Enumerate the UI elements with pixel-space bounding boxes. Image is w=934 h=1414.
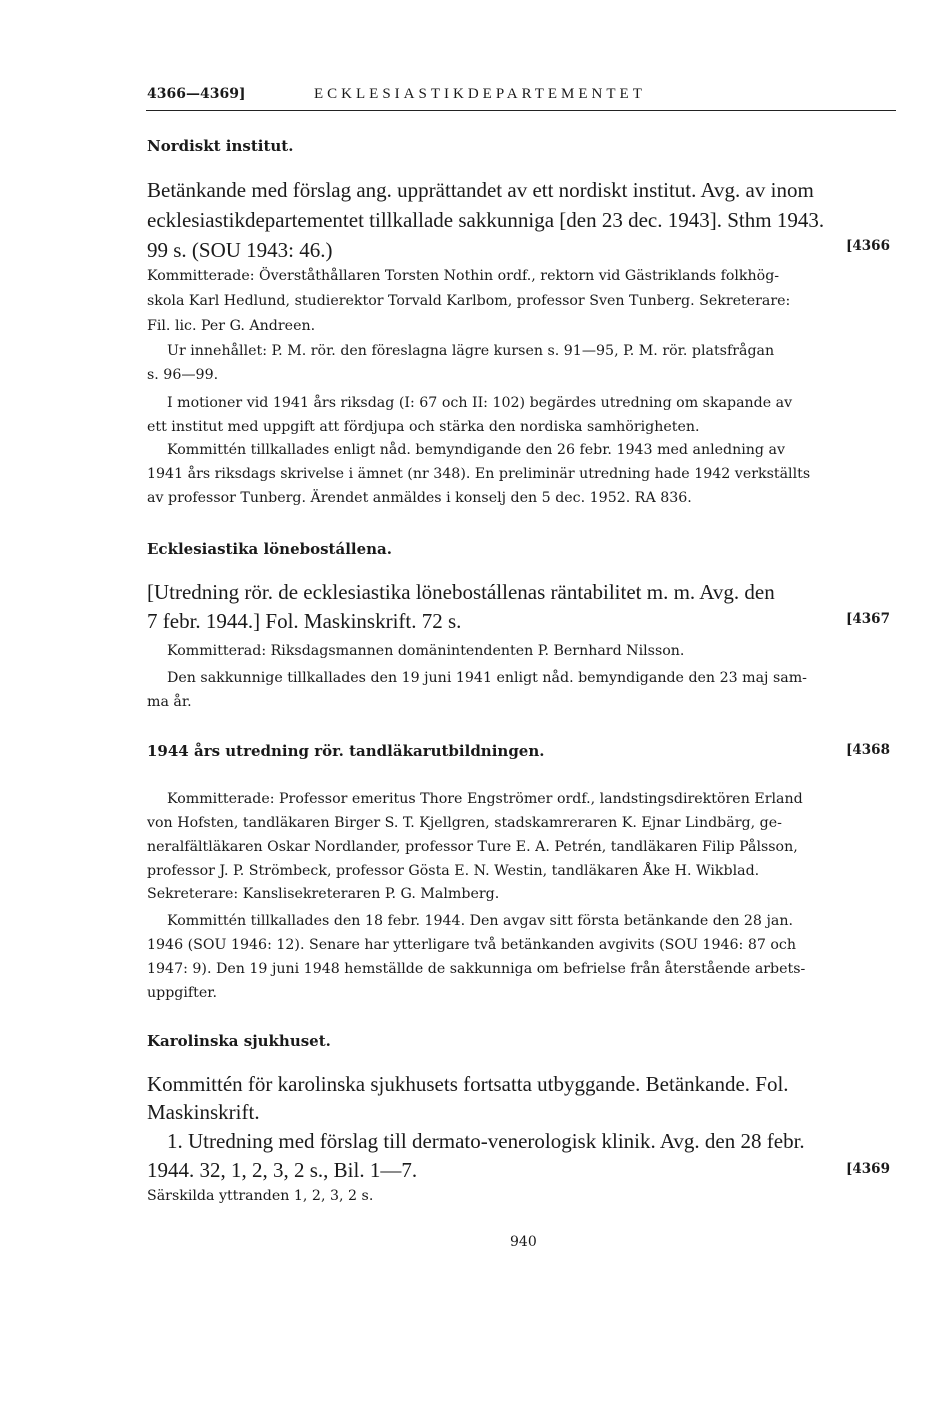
entry-line: ecklesiastikdepartementet tillkallade sakkunniga [den 23 dec. 1943]. Sthm 1943. <box>147 208 825 232</box>
page-number: 940 <box>510 1234 537 1250</box>
entry-line: Maskinskrift. <box>147 1100 260 1124</box>
section-title: 1944 års utredning rör. tandläkarutbildningen. <box>147 742 545 760</box>
paragraph-line: 1946 (SOU 1946: 12). Senare har ytterligare två betänkanden avgivits (SOU 1946: 87 och <box>147 937 797 953</box>
department-heading: ECKLESIASTIKDEPARTEMENTET <box>314 86 646 102</box>
entry-line: Kommittén för karolinska sjukhusets fortsatta utbyggande. Betänkande. Fol. <box>147 1072 789 1096</box>
paragraph-line: Särskilda yttranden 1, 2, 3, 2 s. <box>147 1188 374 1204</box>
paragraph-line: Kommitterade: Professor emeritus Thore Engströmer ordf., landstingsdirektören Erland <box>167 791 803 807</box>
paragraph-line: Sekreterare: Kanslisekreteraren P. G. Malmberg. <box>147 886 500 902</box>
paragraph-line: 1941 års riksdags skrivelse i ämnet (nr 348). En preliminär utredning hade 1942 verkställts <box>147 466 811 482</box>
paragraph-line: ma år. <box>147 694 192 710</box>
entry-reference-number: [4366 <box>846 238 890 254</box>
paragraph-line: s. 96—99. <box>147 367 219 383</box>
header-rule <box>146 110 896 111</box>
paragraph-line: av professor Tunberg. Ärendet anmäldes i konselj den 5 dec. 1952. RA 836. <box>147 490 692 506</box>
entry-line: 99 s. (SOU 1943: 46.) <box>147 238 333 262</box>
entry-line: 7 febr. 1944.] Fol. Maskinskrift. 72 s. <box>147 609 462 633</box>
paragraph-line: von Hofsten, tandläkaren Birger S. T. Kjellgren, stadskamreraren K. Ejnar Lindbärg, ge- <box>147 815 782 831</box>
entry-line: Betänkande med förslag ang. upprättandet av ett nordiskt institut. Avg. av inom <box>147 178 814 202</box>
entry-reference-number: [4369 <box>846 1161 890 1177</box>
paragraph-line: Ur innehållet: P. M. rör. den föreslagna lägre kursen s. 91—95, P. M. rör. platsfrågan <box>167 343 775 359</box>
paragraph-line: professor J. P. Strömbeck, professor Gösta E. N. Westin, tandläkaren Åke H. Wikblad. <box>147 863 760 879</box>
entry-reference-number: [4367 <box>846 611 890 627</box>
paragraph-line: Den sakkunnige tillkallades den 19 juni 1941 enligt nåd. bemyndigande den 23 maj sam- <box>167 670 807 686</box>
paragraph-line: Kommitterade: Överståthållaren Torsten Nothin ordf., rektorn vid Gästriklands folkhög- <box>147 268 780 284</box>
paragraph-line: 1947: 9). Den 19 juni 1948 hemställde de sakkunniga om befrielse från återstående arbets- <box>147 961 806 977</box>
paragraph-line: Kommittén tillkallades enligt nåd. bemyndigande den 26 febr. 1943 med anledning av <box>167 442 785 458</box>
entry-reference-number: [4368 <box>846 742 890 758</box>
paragraph-line: ett institut med uppgift att fördjupa och stärka den nordiska samhörigheten. <box>147 419 700 435</box>
paragraph-line: skola Karl Hedlund, studierektor Torvald Karlbom, professor Sven Tunberg. Sekreterare: <box>147 293 791 309</box>
paragraph-line: uppgifter. <box>147 985 218 1001</box>
paragraph-line: neralfältläkaren Oskar Nordlander, professor Ture E. A. Petrén, tandläkaren Filip Pålsson, <box>147 839 798 855</box>
paragraph-line: I motioner vid 1941 års riksdag (I: 67 och II: 102) begärdes utredning om skapande av <box>167 395 793 411</box>
paragraph-line: Kommitterad: Riksdagsmannen domänintendenten P. Bernhard Nilsson. <box>167 643 685 659</box>
page-range: 4366—4369] <box>147 86 246 102</box>
entry-line: 1. Utredning med förslag till dermato-venerologisk klinik. Avg. den 28 febr. <box>167 1129 805 1153</box>
paragraph-line: Kommittén tillkallades den 18 febr. 1944. Den avgav sitt första betänkande den 28 jan. <box>167 913 793 929</box>
paragraph-line: Fil. lic. Per G. Andreen. <box>147 318 316 334</box>
section-title: Karolinska sjukhuset. <box>147 1032 331 1050</box>
entry-line: [Utredning rör. de ecklesiastika lönebostállenas räntabilitet m. m. Avg. den <box>147 580 775 604</box>
section-title: Nordiskt institut. <box>147 137 294 155</box>
entry-line: 1944. 32, 1, 2, 3, 2 s., Bil. 1—7. <box>147 1158 418 1182</box>
section-title: Ecklesiastika lönebostállena. <box>147 540 392 558</box>
